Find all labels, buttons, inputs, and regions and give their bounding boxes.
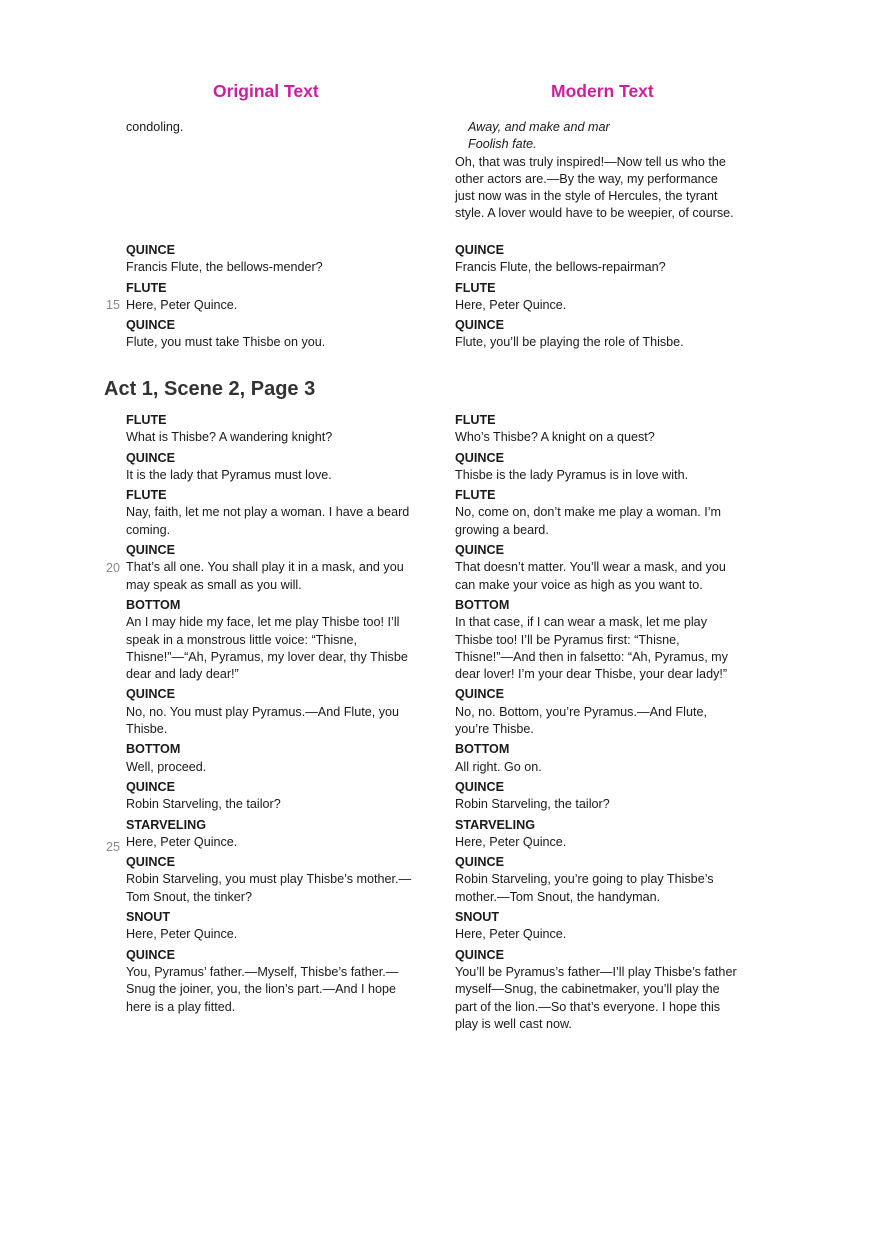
dialogue-line: In that case, if I can wear a mask, let me play Thisbe too! I’ll be Pyramus first: “Thisne, Thisne!”—And then in falsetto: “Ah, Pyramus, my dear lover! I’m your dear Thisbe, your dear lady!” [455, 615, 728, 682]
verse-line: Foolish fate. [468, 137, 537, 152]
speaker-name: QUINCE [126, 450, 175, 465]
speaker-name: QUINCE [455, 855, 504, 870]
speaker-name: QUINCE [126, 318, 175, 333]
dialogue-line: It is the lady that Pyramus must love. [126, 467, 332, 482]
speaker-name: STARVELING [126, 817, 207, 832]
dialogue-line: Nay, faith, let me not play a woman. I have a beard coming. [126, 505, 410, 537]
speaker-name: QUINCE [455, 543, 504, 558]
line-number: 25 [106, 840, 121, 854]
dialogue-line: Robin Starveling, you’re going to play Thisbe’s mother.—Tom Snout, the handyman. [455, 872, 714, 904]
dialogue-line: Robin Starveling, the tailor? [126, 797, 281, 812]
speaker-name: BOTTOM [455, 597, 510, 612]
speaker-name: QUINCE [126, 543, 175, 558]
dialogue-line: No, no. You must play Pyramus.—And Flute, you Thisbe. [126, 704, 400, 737]
speaker-name: BOTTOM [126, 742, 181, 757]
speaker-name: QUINCE [455, 687, 504, 702]
dialogue-line: Here, Peter Quince. [126, 297, 238, 312]
dialogue-line: Thisbe is the lady Pyramus is in love with. [455, 467, 689, 482]
speaker-name: FLUTE [455, 488, 496, 503]
speaker-name: FLUTE [126, 280, 167, 295]
dialogue-line: Here, Peter Quince. [455, 927, 567, 942]
dialogue-line: Well, proceed. [126, 759, 207, 774]
scene-title: Act 1, Scene 2, Page 3 [104, 378, 316, 400]
speaker-name: QUINCE [455, 450, 504, 465]
speaker-name: QUINCE [126, 947, 175, 962]
speaker-name: FLUTE [126, 413, 167, 427]
modern-prose: Oh, that was truly inspired!—Now tell us who the other actors are.—By the way, my performance just now was in the style of Hercules, the tyrant style. A lover would have to be weepier, of course. [455, 154, 734, 221]
dialogue-line: No, no. Bottom, you’re Pyramus.—And Flute, you’re Thisbe. [455, 704, 707, 737]
section1-original-column [126, 119, 416, 136]
speaker-name: QUINCE [455, 243, 504, 257]
dialogue-line: That doesn’t matter. You’ll wear a mask, and you can make your voice as high as you want to. [455, 560, 726, 592]
dialogue-line: Flute, you’ll be playing the role of Thisbe. [455, 335, 684, 350]
dialogue-line: Here, Peter Quince. [126, 834, 238, 849]
dialogue-line: Here, Peter Quince. [455, 297, 567, 312]
speaker-name: FLUTE [126, 488, 167, 503]
line-number: 15 [106, 298, 121, 312]
speaker-name: QUINCE [455, 779, 504, 794]
dialogue-line: That’s all one. You shall play it in a mask, and you may speak as small as you will. [126, 560, 404, 592]
speaker-name: FLUTE [455, 413, 496, 427]
speaker-name: SNOUT [126, 910, 171, 925]
verse-line: Away, and make and mar [468, 120, 610, 134]
original-text-header: Original Text [213, 81, 319, 101]
dialogue-line: You’ll be Pyramus’s father—I’ll play Thisbe’s father myself—Snug, the cabinetmaker, you’ll play the part of the lion.—So that’s everyone. I hope this play is well cast now. [455, 964, 737, 1031]
dialogue-line: Francis Flute, the bellows-repairman? [455, 260, 666, 275]
dialogue-line: Robin Starveling, the tailor? [455, 797, 610, 812]
line-number: 20 [106, 561, 121, 575]
dialogue-line: Who’s Thisbe? A knight on a quest? [455, 430, 655, 445]
speaker-name: BOTTOM [455, 742, 510, 757]
section1-original-dialogue [126, 242, 416, 352]
speaker-name: QUINCE [455, 318, 504, 333]
original-intro-line: condoling. [126, 120, 184, 134]
section2-modern-column [455, 412, 740, 1033]
speaker-name: SNOUT [455, 910, 500, 925]
dialogue-line: Flute, you must take Thisbe on you. [126, 335, 326, 350]
dialogue-line: Here, Peter Quince. [126, 927, 238, 942]
speaker-name: QUINCE [126, 855, 175, 870]
dialogue-line: All right. Go on. [455, 759, 542, 774]
modern-text-header: Modern Text [551, 81, 654, 101]
dialogue-line: An I may hide my face, let me play Thisbe too! I’ll speak in a monstrous little voice: “Thisne, Thisne!”—“Ah, Pyramus, my lover dear, thy Thisbe dear and lady dear!” [126, 615, 408, 682]
speaker-name: QUINCE [126, 243, 175, 257]
section1-modern-column [455, 119, 740, 223]
speaker-name: BOTTOM [126, 597, 181, 612]
dialogue-line: No, come on, don’t make me play a woman. I’m growing a beard. [455, 505, 721, 537]
speaker-name: FLUTE [455, 280, 496, 295]
section2-original-column [126, 412, 416, 1016]
speaker-name: QUINCE [126, 779, 175, 794]
speaker-name: QUINCE [126, 687, 175, 702]
dialogue-line: Francis Flute, the bellows-mender? [126, 260, 323, 275]
section1-modern-dialogue [455, 242, 740, 352]
dialogue-line: Robin Starveling, you must play Thisbe’s mother.—Tom Snout, the tinker? [126, 872, 412, 904]
speaker-name: QUINCE [455, 947, 504, 962]
dialogue-line: Here, Peter Quince. [455, 834, 567, 849]
dialogue-line: You, Pyramus’ father.—Myself, Thisbe’s father.—Snug the joiner, you, the lion’s part.—And I hope here is a play fitted. [126, 964, 399, 1014]
speaker-name: STARVELING [455, 817, 536, 832]
dialogue-line: What is Thisbe? A wandering knight? [126, 430, 333, 445]
